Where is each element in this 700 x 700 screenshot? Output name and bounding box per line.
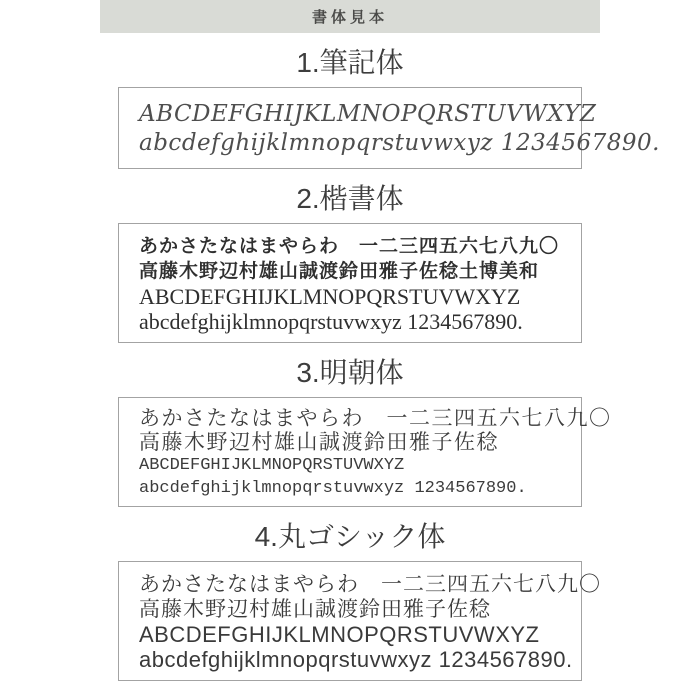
page-header xyxy=(100,0,600,33)
specimen-line-kanji: 高藤木野辺村雄山誠渡鈴田雅子佐稔土博美和 xyxy=(139,260,540,282)
specimen-box-maru-gothic xyxy=(118,561,601,681)
section-title-script: 1.筆記体 xyxy=(296,47,404,78)
specimen-line-lowercase-numbers: abcdefghijklmnopqrstuvwxyz 1234567890. xyxy=(139,130,660,156)
specimen-line-kana-numerals: あかさたなはまやらわ 一二三四五六七八九〇 xyxy=(139,235,560,257)
specimen-line-uppercase: ABCDEFGHIJKLMNOPQRSTUVWXYZ xyxy=(139,284,521,309)
specimen-line-lowercase-numbers: abcdefghijklmnopqrstuvwxyz 1234567890. xyxy=(139,647,573,672)
specimen-line-kana-numerals: あかさたなはまやらわ 一二三四五六七八九〇 xyxy=(139,406,612,430)
specimen-box-mincho xyxy=(118,397,612,507)
section-title-mincho: 3.明朝体 xyxy=(296,357,404,388)
specimen-line-uppercase: ABCDEFGHIJKLMNOPQRSTUVWXYZ xyxy=(139,101,597,127)
section-maru-gothic xyxy=(0,520,700,681)
section-mincho xyxy=(0,356,700,507)
specimen-line-lowercase-numbers: abcdefghijklmnopqrstuvwxyz 1234567890. xyxy=(139,479,527,498)
specimen-line-kanji: 高藤木野辺村雄山誠渡鈴田雅子佐稔 xyxy=(139,430,499,454)
section-script xyxy=(0,46,700,169)
specimen-line-kana-numerals: あかさたなはまやらわ 一二三四五六七八九〇 xyxy=(139,572,601,596)
section-kaisho xyxy=(0,182,700,343)
specimen-line-uppercase: ABCDEFGHIJKLMNOPQRSTUVWXYZ xyxy=(139,622,540,647)
specimen-box-kaisho xyxy=(118,223,582,343)
specimen-box-script xyxy=(118,87,660,169)
section-title-kaisho: 2.楷書体 xyxy=(296,183,404,214)
page-title: 書体見本 xyxy=(311,9,388,26)
specimen-line-uppercase: ABCDEFGHIJKLMNOPQRSTUVWXYZ xyxy=(139,456,405,475)
specimen-line-kanji: 高藤木野辺村雄山誠渡鈴田雅子佐稔 xyxy=(139,597,491,621)
specimen-line-lowercase-numbers: abcdefghijklmnopqrstuvwxyz 1234567890. xyxy=(139,309,523,334)
section-title-maru-gothic: 4.丸ゴシック体 xyxy=(254,521,446,552)
